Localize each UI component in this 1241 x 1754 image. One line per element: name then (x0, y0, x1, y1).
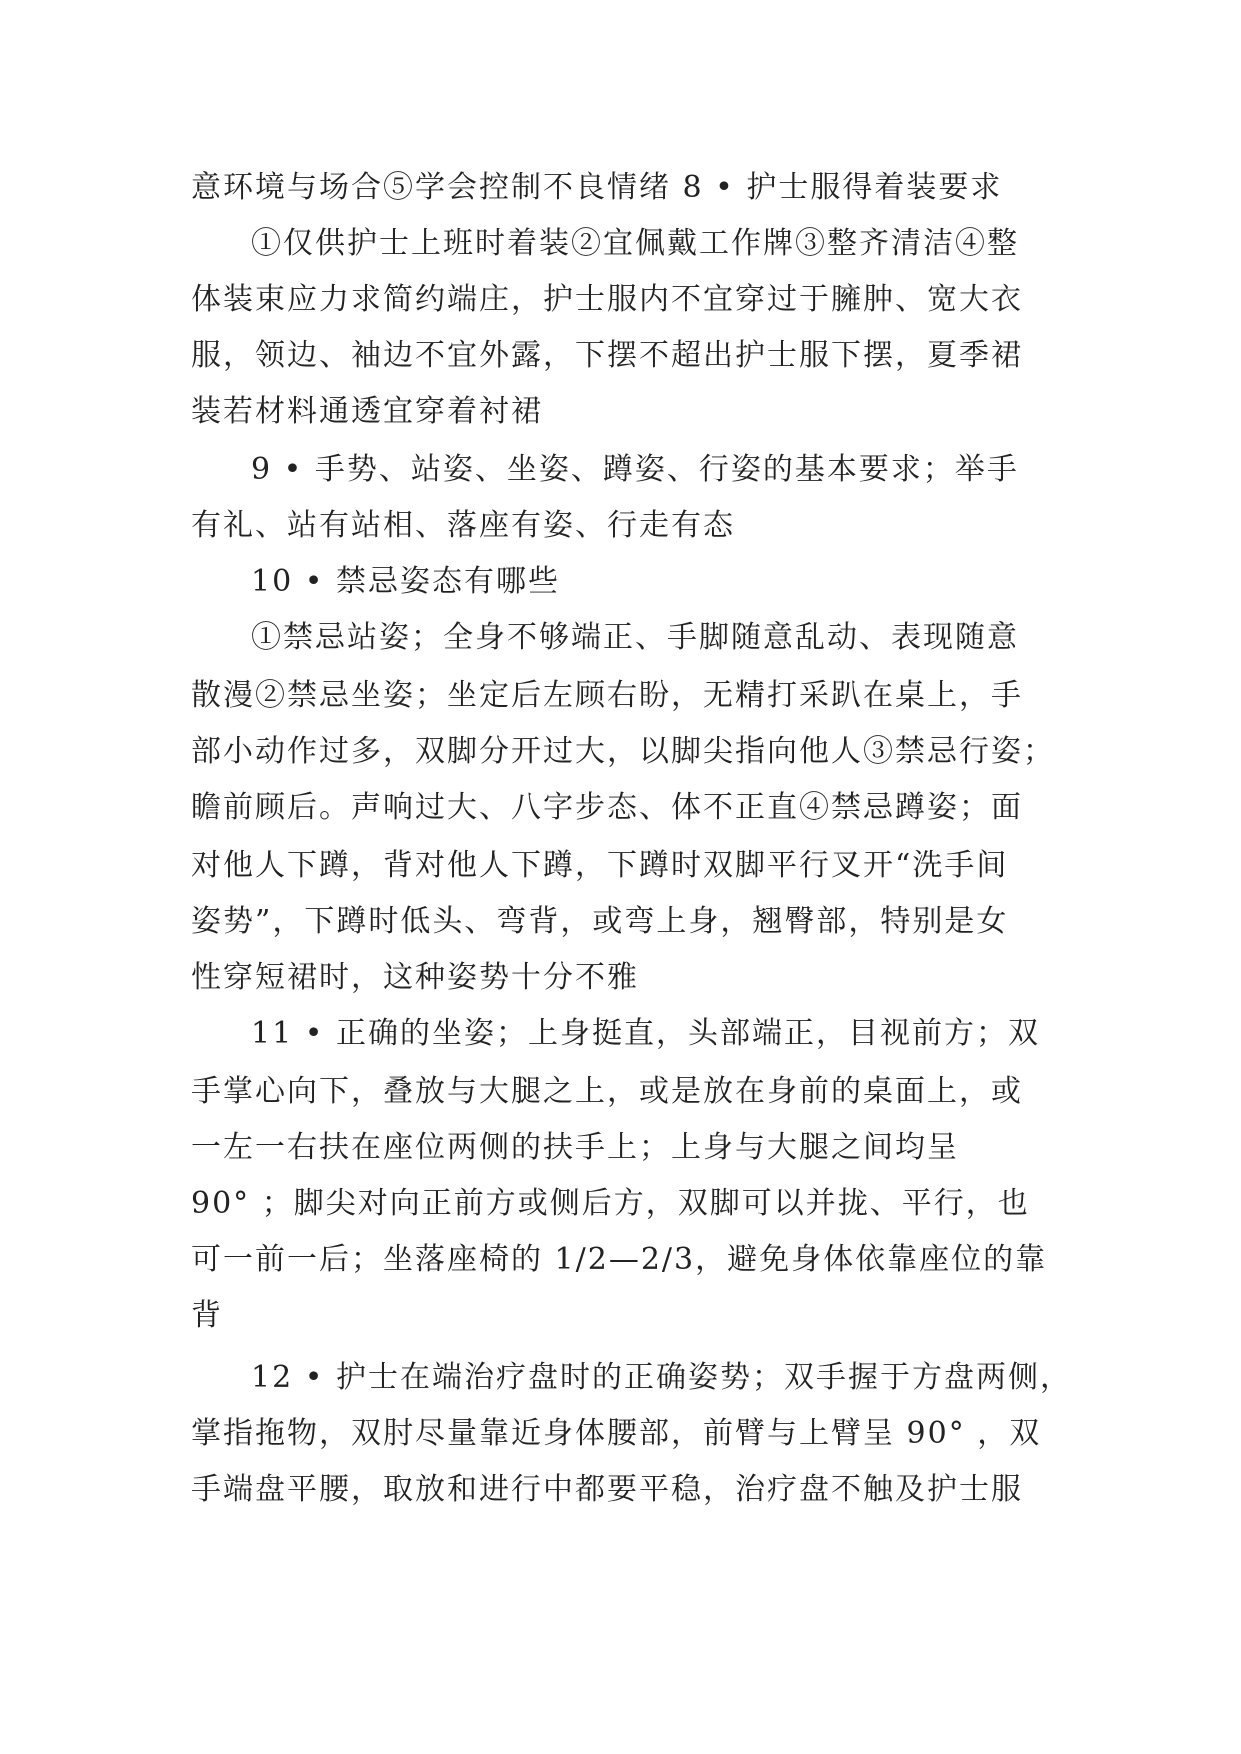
text-line: 装若材料通透宜穿着衬裙 (191, 394, 543, 429)
text-line: 可一前一后；坐落座椅的 1/2—2/3，避免身体依靠座位的靠 (191, 1242, 1048, 1277)
text-line: 姿势”，下蹲时低头、弯背，或弯上身，翘臀部，特别是女 (191, 904, 1009, 939)
text-line: 手端盘平腰，取放和进行中都要平稳，治疗盘不触及护士服 (191, 1472, 1023, 1507)
text-line: 有礼、站有站相、落座有姿、行走有态 (191, 508, 735, 543)
text-line: ①仅供护士上班时着装②宜佩戴工作牌③整齐清洁④整 (251, 226, 1019, 261)
text-line: 背 (191, 1298, 223, 1333)
text-line: 12 • 护士在端治疗盘时的正确姿势；双手握于方盘两侧， (251, 1360, 1072, 1395)
text-line: 手掌心向下，叠放与大腿之上，或是放在身前的桌面上，或 (191, 1074, 1023, 1109)
text-line: 掌指拖物，双肘尽量靠近身体腰部，前臂与上臂呈 90° ，双 (191, 1416, 1042, 1451)
text-line: 体装束应力求简约端庄，护士服内不宜穿过于臃肿、宽大衣 (191, 282, 1023, 317)
text-line: ①禁忌站姿；全身不够端正、手脚随意乱动、表现随意 (251, 620, 1019, 655)
text-line: 散漫②禁忌坐姿；坐定后左顾右盼，无精打采趴在桌上，手 (191, 678, 1023, 713)
text-line: 11 • 正确的坐姿；上身挺直，头部端正，目视前方；双 (251, 1016, 1040, 1051)
text-line: 意环境与场合⑤学会控制不良情绪 8 • 护士服得着装要求 (191, 170, 1003, 205)
text-line: 90° ；脚尖对向正前方或侧后方，双脚可以并拢、平行，也 (191, 1186, 1030, 1221)
text-line: 瞻前顾后。声响过大、八字步态、体不正直④禁忌蹲姿；面 (191, 790, 1023, 825)
text-line: 10 • 禁忌姿态有哪些 (251, 564, 560, 599)
text-line: 对他人下蹲，背对他人下蹲，下蹲时双脚平行叉开“洗手间 (191, 848, 1009, 883)
text-line: 服，领边、袖边不宜外露，下摆不超出护士服下摆，夏季裙 (191, 338, 1023, 373)
text-line: 一左一右扶在座位两侧的扶手上；上身与大腿之间均呈 (191, 1130, 959, 1165)
text-line: 性穿短裙时，这种姿势十分不雅 (191, 960, 639, 995)
text-line: 9 • 手势、站姿、坐姿、蹲姿、行姿的基本要求；举手 (251, 452, 1019, 487)
text-line: 部小动作过多，双脚分开过大，以脚尖指向他人③禁忌行姿； (191, 734, 1055, 769)
